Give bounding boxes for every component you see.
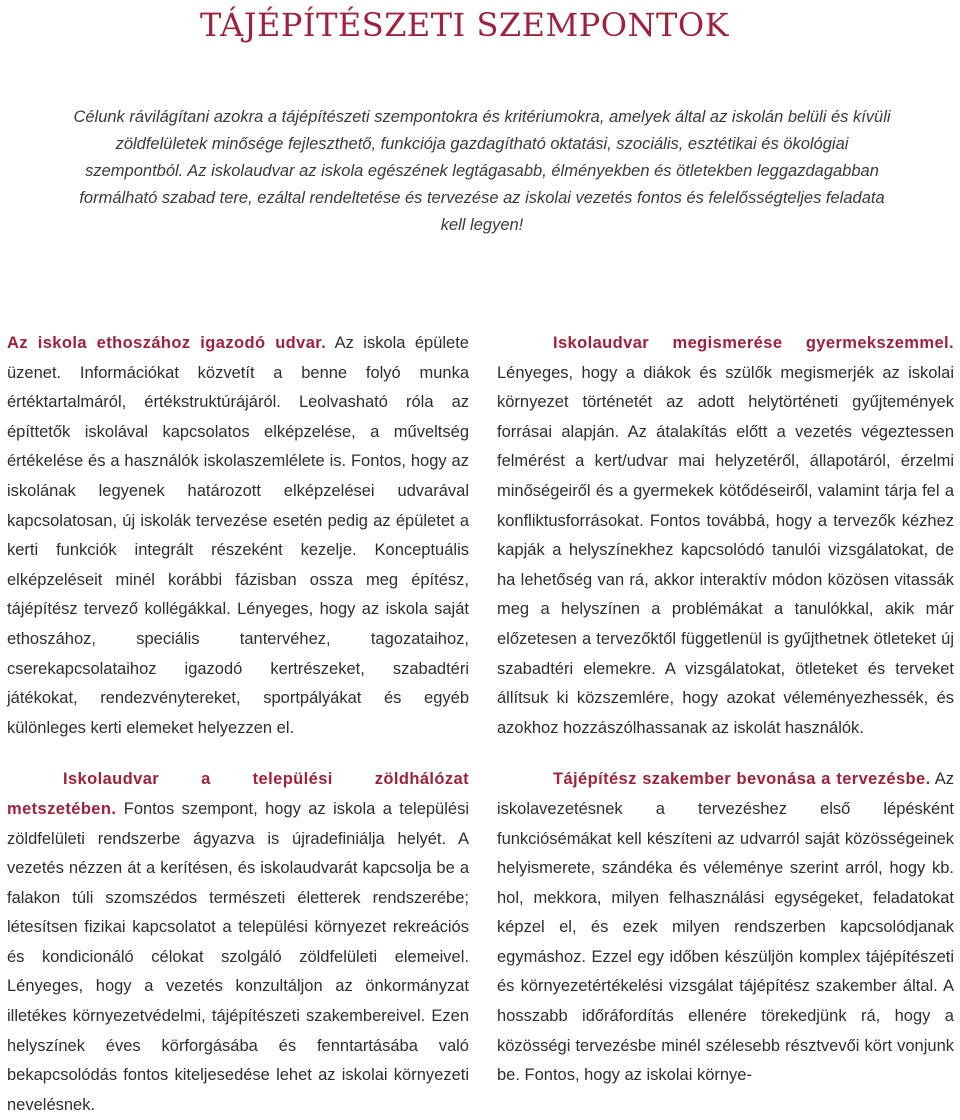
- section-heading: Tájépítész szakember bevonása a tervezésbe.: [553, 770, 931, 789]
- section-ethos: [7, 329, 469, 743]
- right-column: [497, 329, 954, 1091]
- intro-paragraph: Célunk rávilágítani azokra a tájépítészeti szempontokra és kritériumokra, amelyek által az iskolán belüli és kívüli zöldfelületek minősége fejleszthető, funkciója gazdagítható oktatási, szociális, esztétikai és ökológiai szempontból. Az iskolaudvar az iskola egészének legtágasabb, élményekben és ötletekben leggazdagabban formálható szabad tere, ezáltal rendeltetése és tervezése az iskolai vezetés fontos és felelősségteljes feladata kell legyen!: [73, 108, 891, 234]
- section-heading: Iskolaudvar megismerése gyermekszemmel.: [553, 334, 954, 352]
- section-green-network: [7, 765, 469, 1120]
- section-body: Lényeges, hogy a diákok és szülők megismerjék az iskolai környezet történetét az adott helytörténeti gyűjtemények forrásai alapján. Az átalakítás előtt a vezetés végeztessen felmérést a kert/udvar mai helyzetéről, állapotáról, érzelmi minőségeiről és a gyermekek kötődéseiről, valamint tárja fel a konfliktusforrásokat. Fontos továbbá, hogy a tervezők kézhez kapják a helyszínekhez kapcsolódó tanulói vizsgálatokat, de ha lehetőség van rá, akkor interaktív módon közösen vitassák meg a helyszínen a problémákat a tanulókkal, akik már előzetesen a tervezőktől függetlenül is gyűjthetnek ötleteket új szabadtéri elemekre. A vizsgálatokat, ötleteket és terveket állítsuk ki közszemlére, hogy azokat véleményezhessék, és azokhoz hozzászólhassanak az iskolát használók.: [497, 363, 954, 737]
- left-column: [7, 329, 469, 1120]
- page-title: TÁJÉPÍTÉSZETI SZEMPONTOK: [200, 6, 729, 44]
- section-heading: Iskolaudvar a települési zöldhálózat metszetében.: [7, 770, 469, 818]
- section-body: Az iskolavezetésnek a tervezéshez első lépésként funkciósémákat kell készíteni az udvarról saját közösségeinek helyismerete, szándéka és véleménye szerint arról, hogy kb. hol, mekkora, milyen felhasználási egységeket, feladatokat képzel el, és ezek milyen rendszerben kapcsolódjanak egymáshoz. Ezzel egy időben készüljön komplex tájépítészeti és környezetértékelési vizsgálat tájépítész szakember által. A hosszabb időráfordítás ellenére törekedjünk rá, hogy a közösségi tervezésbe minél szélesebb résztvevői kört vonjunk be. Fontos, hogy az iskolai környe-: [497, 770, 954, 1085]
- section-landscape-architect: [497, 765, 954, 1091]
- section-child-eye: [497, 329, 954, 743]
- section-body: Az iskola épülete üzenet. Információkat közvetít a benne folyó munka értéktartalmáról, értékstruktúrájáról. Leolvasható róla az építtetők iskolával kapcsolatos elképzelése, a műveltség értékelése és a használók iskolaszemlélete is. Fontos, hogy az iskolának legyenek határozott elképzelései udvarával kapcsolatosan, új iskolák tervezése esetén pedig az épületet a kerti funkciók integrált részeként kezelje. Konceptuális elképzeléseit minél korábbi fázisban ossza meg építész, tájépítész tervező kollégákkal. Lényeges, hogy az iskola saját ethoszához, speciális tantervéhez, tagozataihoz, cserekapcsolataihoz igazodó kertrészeket, szabadtéri játékokat, rendezvénytereket, sportpályákat és egyéb különleges kerti elemeket helyezzen el.: [7, 334, 469, 737]
- section-body: Fontos szempont, hogy az iskola a települési zöldfelületi rendszerbe ágyazva is újradefiniálja helyét. A vezetés nézzen át a kerítésen, és iskolaudvarát kapcsolja be a falakon túli szomszédos természeti életterek rendszerébe; létesítsen fizikai kapcsolatot a települési környezet rekreációs és kondicionáló célokat szolgáló zöldfelületi elemeivel. Lényeges, hogy a vezetés konzultáljon az önkormányzat illetékes környezetvédelmi, tájépítészeti szakembereivel. Ezen helyszínek éves körforgásába és fenntartásába való bekapcsolódás fontos kiteljesedése lehet az iskolai környezeti nevelésnek.: [7, 799, 469, 1114]
- section-heading: Az iskola ethoszához igazodó udvar.: [7, 334, 327, 352]
